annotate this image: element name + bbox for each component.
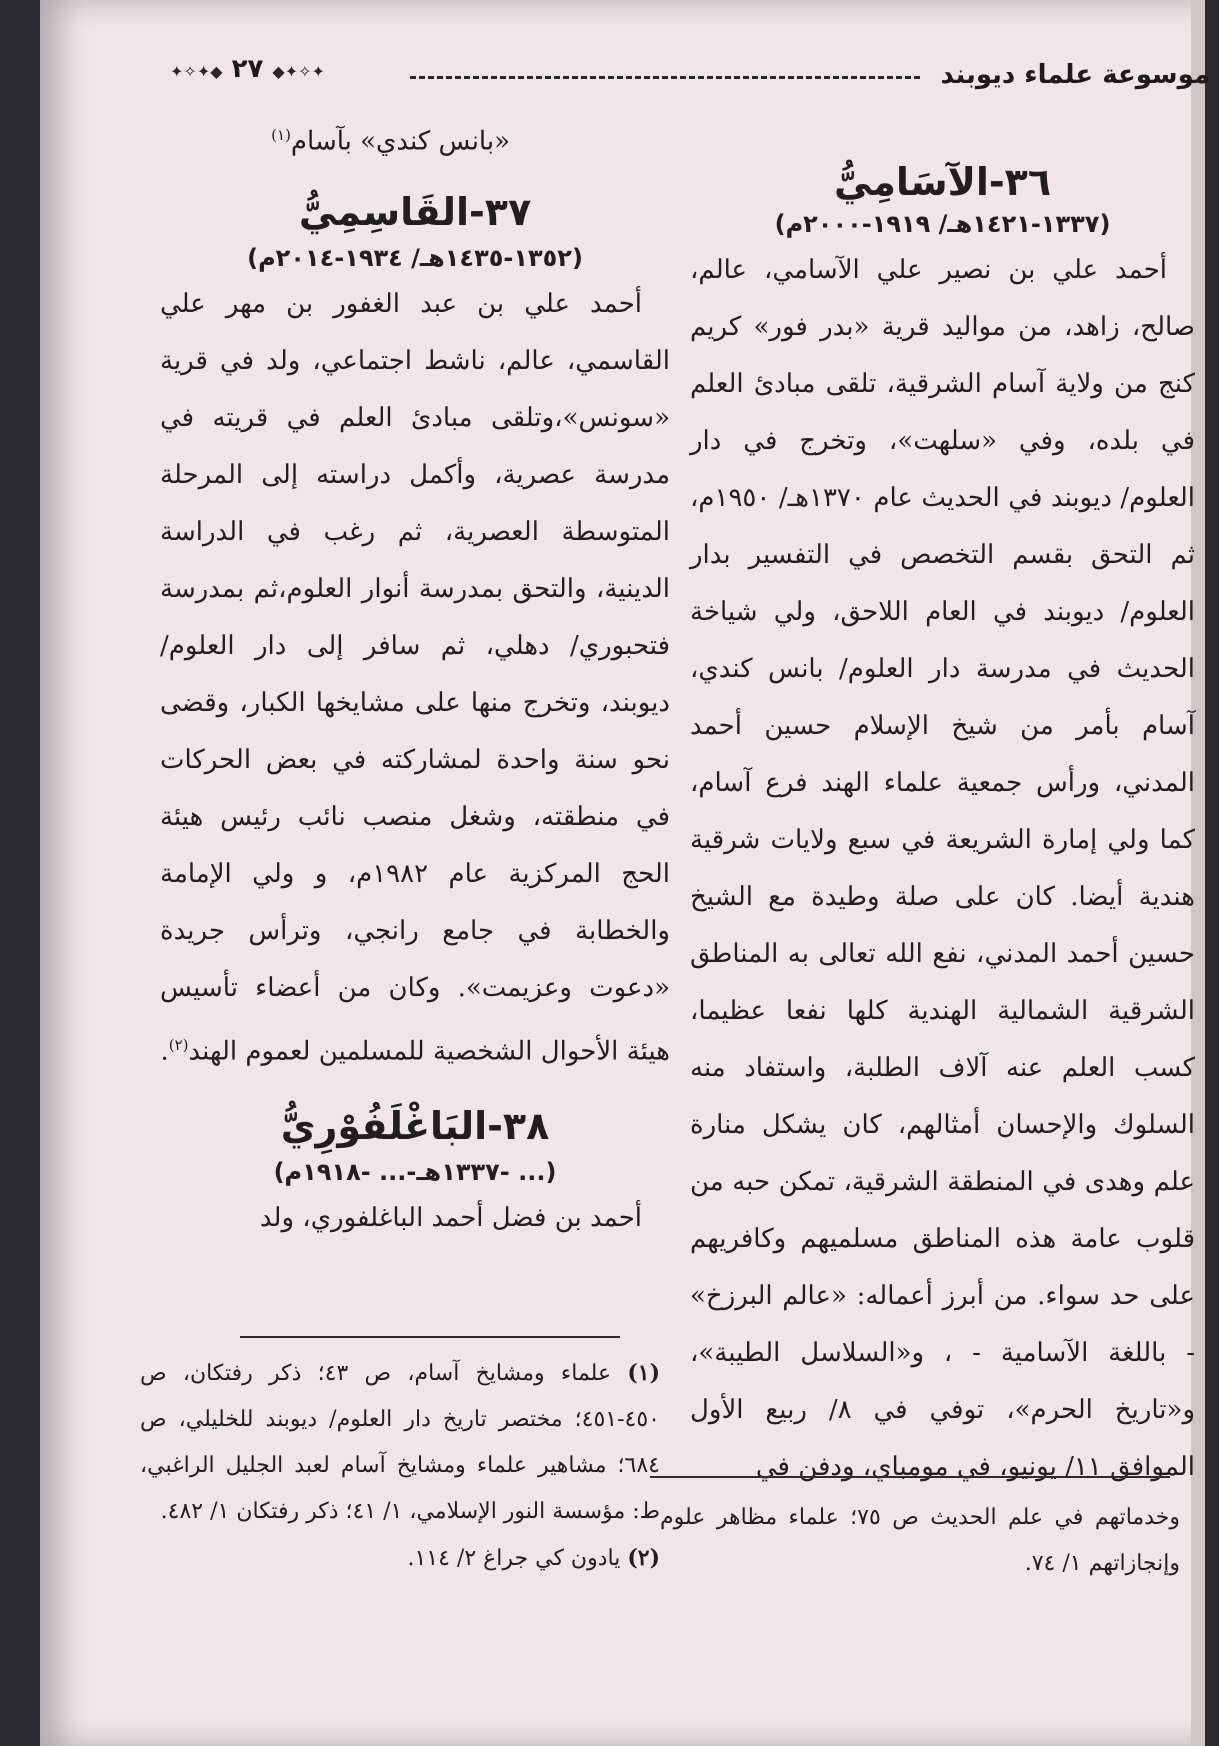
entry-36-title: ٣٦-الآسَامِيُّ xyxy=(833,160,1052,204)
running-header xyxy=(150,42,1210,102)
entry-37-body-block: أحمد علي بن عبد الغفور بن مهر علي القاسمي، عالم، ناشط اجتماعي، ولد في قرية «سونس»،وتلقى مبادئ العلم في قريته في مدرسة عصرية، وأكمل دراسته إلى المرحلة المتوسطة العصرية، ثم رغب في الدراسة الدينية، والتحق بمدرسة أنوار العلوم،ثم بمدرسة فتحبوري/ دهلي، ثم سافر إلى دار العلوم/ ديوبند، وتخرج منها على مشايخها الكبار، وقضى نحو سنة واحدة لمشاركته في بعض الحركات في منطقته، وشغل منصب نائب رئيس هيئة الحج المركزية عام ١٩٨٢م، و ولي الإمامة والخطابة في جامع رانجي، وترأس جريدة «دعوت وعزيمت». وكان من أعضاء تأسيس هيئة الأحوال الشخصية للمسلمين لعموم الهند$^{(٢)}$. xyxy=(160,288,670,1067)
footnote-ref-2: (٢) xyxy=(168,1035,189,1054)
footnote-2 xyxy=(140,1535,660,1582)
right-column xyxy=(690,160,1195,1496)
entry-38-body-block xyxy=(160,1190,670,1247)
header-divider xyxy=(410,76,920,79)
entry-37-body: أحمد علي بن عبد الغفور بن مهر علي القاسمي، عالم، ناشط اجتماعي، ولد في قرية «سونس»،وتلقى مبادئ العلم في قريته في مدرسة عصرية، وأكمل دراسته إلى المرحلة المتوسطة العصرية، ثم رغب في الدراسة الدينية، والتحق بمدرسة أنوار العلوم،ثم بمدرسة فتحبوري/ دهلي، ثم سافر إلى دار العلوم/ ديوبند، وتخرج منها على مشايخها الكبار، وقضى نحو سنة واحدة لمشاركته في بعض الحركات في منطقته، وشغل منصب نائب رئيس هيئة الحج المركزية عام ١٩٨٢م، و ولي الإمامة والخطابة في جامع رانجي، وترأس جريدة «دعوت وعزيمت». وكان من أعضاء تأسيس هيئة الأحوال الشخصية للمسلمين لعموم الهند xyxy=(160,288,670,1067)
book-page xyxy=(40,0,1210,1746)
left-column xyxy=(160,115,670,1247)
footnote-2-number: (٢) xyxy=(627,1545,660,1571)
entry-36-dates: (١٣٣٧-١٤٢١هـ/ ١٩١٩-٢٠٠٠م) xyxy=(774,210,1111,238)
continuation-block xyxy=(160,115,670,162)
book-title: موسوعة علماء ديوبند xyxy=(940,60,1210,90)
footnote-2-text: يادون كي جراغ ٢/ ١١٤. xyxy=(407,1546,621,1571)
ornament-left-icon: ✦✧✦◆ xyxy=(170,62,223,81)
page-number-block xyxy=(170,54,325,84)
entry-37-dates: (١٣٥٢-١٤٣٥هـ/ ١٩٣٤-٢٠١٤م) xyxy=(247,243,583,272)
entry-38-title: ٣٨-البَاغْلَفُوْرِيُّ xyxy=(280,1104,550,1149)
entry-36-body: أحمد علي بن نصير علي الآسامي، عالم، صالح، زاهد، من مواليد قرية «بدر فور» كريم كنج من ولاية آسام الشرقية، تلقى مبادئ العلم في بلده، وفي «سلهت»، وتخرج في دار العلوم/ ديوبند في الحديث عام ١٣٧٠هـ/ ١٩٥٠م، ثم التحق بقسم التخصص في التفسير بدار العلوم/ ديوبند في العام اللاحق، ولي شياخة الحديث في مدرسة دار العلوم/ بانس كندي، آسام بأمر من شيخ الإسلام حسين أحمد المدني، ورأس جمعية علماء الهند فرع آسام، كما ولي إمارة الشريعة في سبع ولايات شرقية هندية أيضا. كان على صلة وطيدة مع الشيخ حسين أحمد المدني، نفع الله تعالى به المناطق الشرقية الشمالية الهندية كلها نفعا عظيما، كسب العلم عنه آلاف الطلبة، واستفاد منه السلوك والإحسان أمثالهم، كان يشكل منارة علم وهدى في المنطقة الشرقية، تمكن حبه من قلوب عامة هذه المناطق مسلميهم وكافريهم على حد سواء. من أبرز أعماله: «عالم البرزخ» - باللغة الآسامية - ، و«السلاسل الطيبة»، و«تاريخ الحرم»، توفي في ٨/ ربيع الأول الموافق ١١/ يونيو، في مومباي، ودفن في xyxy=(690,255,1196,1482)
footnote-rule-left xyxy=(240,1336,620,1338)
entry-38-body: أحمد بن فضل أحمد الباغلفوري، ولد xyxy=(259,1203,642,1234)
footnote-1-text: علماء ومشايخ آسام، ص ٤٣؛ ذكر رفتكان، ص ٤٥٠-٤٥١؛ مختصر تاريخ دار العلوم/ ديوبند للخليلي، ص ٦٨٤؛ مشاهير علماء ومشايخ آسام لعبد الجليل الراغبي، ط: مؤسسة النور الإسلامي، ١/ ٤١؛ ذكر رفتكان ١/ ٤٨٢. xyxy=(140,1361,660,1524)
ornament-right-icon: ◆✦✧✦ xyxy=(272,62,325,81)
footnote-1 xyxy=(140,1350,660,1535)
footnote-continuation-text: وخدماتهم في علم الحديث ص ٧٥؛ علماء مظاهر علوم وإنجازاتهم ١/ ٧٤. xyxy=(660,1505,1180,1576)
entry-36-body-block xyxy=(690,242,1195,1496)
footnote-rule-right xyxy=(650,1476,1170,1478)
continuation-text: «بانس كندي» بآسام xyxy=(290,126,510,157)
footnote-continuation xyxy=(660,1495,1180,1587)
footnote-ref-1: (١) xyxy=(271,126,291,144)
entry-37-title: ٣٧-القَاسِمِيُّ xyxy=(298,189,532,234)
footnotes-left xyxy=(140,1350,660,1582)
footnote-1-number: (١) xyxy=(627,1360,660,1386)
page-number: ٢٧ xyxy=(231,54,264,84)
entry-38-dates: (... -١٣٣٧هـ-... -١٩١٨م) xyxy=(273,1158,557,1187)
